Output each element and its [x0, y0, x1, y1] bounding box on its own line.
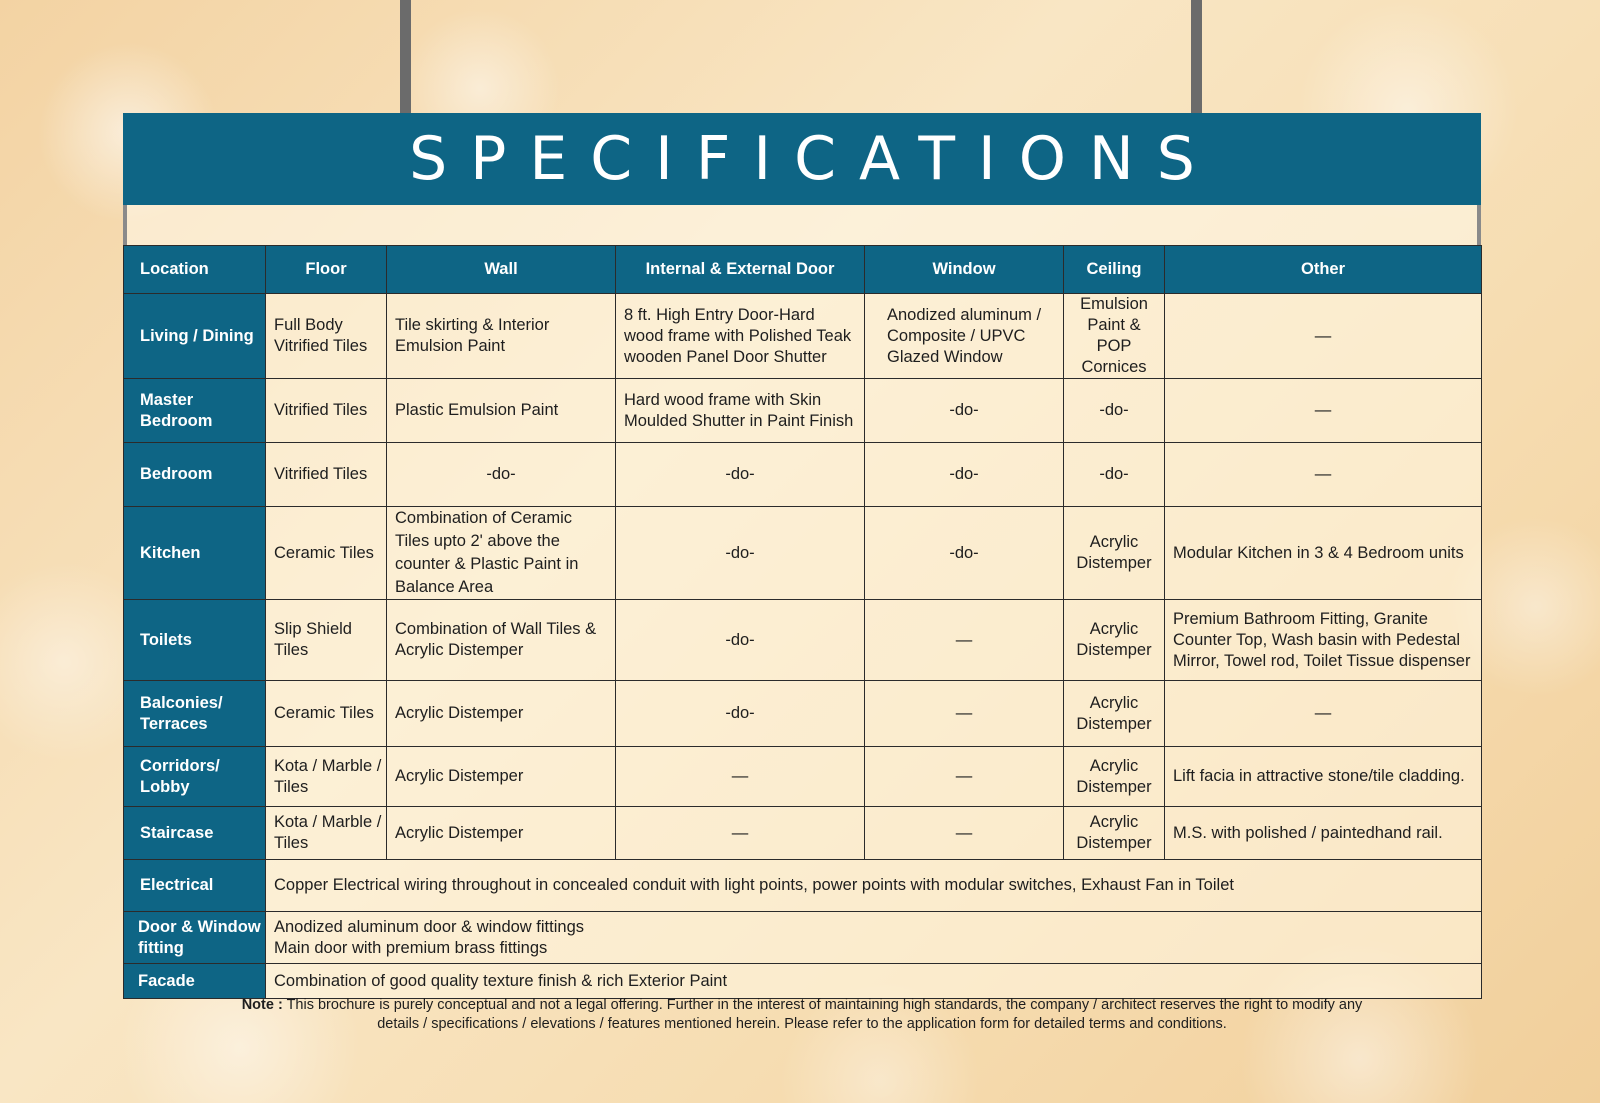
other-cell: — [1165, 681, 1482, 747]
door-cell: -do- [616, 507, 865, 600]
hanger-rod-right [1191, 0, 1202, 113]
note-line [123, 996, 1481, 1015]
door-cell: Hard wood frame with Skin Moulded Shutter in Paint Finish [616, 379, 865, 443]
ceiling-cell: Emulsion Paint & POP Cornices [1064, 294, 1165, 379]
location-cell: Facade [124, 964, 266, 999]
floor-cell: Vitrified Tiles [266, 443, 387, 507]
floor-cell: Ceramic Tiles [266, 681, 387, 747]
other-cell: — [1165, 379, 1482, 443]
location-cell: Balconies/ Terraces [124, 681, 266, 747]
window-cell: — [865, 807, 1064, 860]
note-text: This brochure is purely conceptual and not a legal offering. Further in the interest of maintaining high standards, the company / architect reserves the right to modify any [286, 997, 1363, 1013]
table-row [124, 379, 1482, 443]
ceiling-cell: -do- [1064, 443, 1165, 507]
note-line: details / specifications / elevations / features mentioned herein. Please refer to the application form for detailed terms and conditions. [377, 1016, 1227, 1032]
spec-line: Combination of good quality texture finish & rich Exterior Paint [274, 971, 728, 990]
door-cell: — [616, 747, 865, 807]
floor-cell: Kota / Marble / Tiles [266, 807, 387, 860]
spec-cell [266, 964, 1482, 999]
location-cell: Living / Dining [124, 294, 266, 379]
specifications-table [123, 245, 1482, 999]
title-banner [123, 113, 1481, 205]
ceiling-cell: Acrylic Distemper [1064, 681, 1165, 747]
table-row [124, 294, 1482, 379]
location-cell: Kitchen [124, 507, 266, 600]
other-cell: — [1165, 443, 1482, 507]
ceiling-cell: Acrylic Distemper [1064, 807, 1165, 860]
spec-line: Main door with premium brass fittings [274, 938, 548, 957]
window-cell: -do- [865, 507, 1064, 600]
window-cell: Anodized aluminum / Composite / UPVC Glazed Window [865, 294, 1064, 379]
other-cell: Premium Bathroom Fitting, Granite Counter Top, Wash basin with Pedestal Mirror, Towel rod, Toilet Tissue dispenser [1165, 600, 1482, 681]
location-cell: Master Bedroom [124, 379, 266, 443]
banner-strip [123, 205, 1481, 245]
ceiling-cell: Acrylic Distemper [1064, 747, 1165, 807]
wall-cell: Acrylic Distemper [387, 807, 616, 860]
table-row-wide [124, 860, 1482, 912]
header-cell: Window [865, 246, 1064, 294]
header-cell: Internal & External Door [616, 246, 865, 294]
table-body [124, 294, 1482, 999]
header-row [124, 246, 1482, 294]
wall-cell: Combination of Ceramic Tiles upto 2' above the counter & Plastic Paint in Balance Area [387, 507, 616, 600]
disclaimer-note [123, 996, 1481, 1034]
ceiling-cell: -do- [1064, 379, 1165, 443]
location-cell: Corridors/ Lobby [124, 747, 266, 807]
door-cell: -do- [616, 681, 865, 747]
floor-cell: Vitrified Tiles [266, 379, 387, 443]
location-cell: Staircase [124, 807, 266, 860]
door-cell: — [616, 807, 865, 860]
wall-cell: Acrylic Distemper [387, 747, 616, 807]
door-cell: 8 ft. High Entry Door-Hard wood frame with Polished Teak wooden Panel Door Shutter [616, 294, 865, 379]
other-cell: — [1165, 294, 1482, 379]
window-cell: -do- [865, 379, 1064, 443]
note-label: Note : [241, 997, 283, 1013]
location-cell: Door & Window fitting [124, 912, 266, 964]
table-row [124, 507, 1482, 600]
header-cell: Ceiling [1064, 246, 1165, 294]
other-cell: Modular Kitchen in 3 & 4 Bedroom units [1165, 507, 1482, 600]
spec-cell [266, 912, 1482, 964]
hanger-rod-left [400, 0, 411, 113]
window-cell: -do- [865, 443, 1064, 507]
ceiling-cell: Acrylic Distemper [1064, 507, 1165, 600]
table-row [124, 443, 1482, 507]
other-cell: Lift facia in attractive stone/tile cladding. [1165, 747, 1482, 807]
window-cell: — [865, 681, 1064, 747]
location-cell: Toilets [124, 600, 266, 681]
spec-line: Copper Electrical wiring throughout in concealed conduit with light points, power points with modular switches, Exhaust Fan in Toilet [274, 876, 1234, 894]
table-row-wide [124, 964, 1482, 999]
table-row [124, 807, 1482, 860]
header-cell: Floor [266, 246, 387, 294]
spec-cell [266, 860, 1482, 912]
window-cell: — [865, 600, 1064, 681]
floor-cell: Slip Shield Tiles [266, 600, 387, 681]
spec-line: Anodized aluminum door & window fittings [274, 917, 584, 936]
table-row [124, 681, 1482, 747]
header-cell: Other [1165, 246, 1482, 294]
page-title: SPECIFICATIONS [409, 124, 1218, 194]
window-cell: — [865, 747, 1064, 807]
ceiling-cell: Acrylic Distemper [1064, 600, 1165, 681]
door-cell: -do- [616, 600, 865, 681]
wall-cell: Acrylic Distemper [387, 681, 616, 747]
other-cell: M.S. with polished / paintedhand rail. [1165, 807, 1482, 860]
location-cell: Electrical [124, 860, 266, 912]
table-row-wide [124, 912, 1482, 964]
table-row [124, 747, 1482, 807]
header-cell: Location [124, 246, 266, 294]
specifications-board [123, 113, 1481, 999]
floor-cell: Full Body Vitrified Tiles [266, 294, 387, 379]
wall-cell: -do- [387, 443, 616, 507]
wall-cell: Plastic Emulsion Paint [387, 379, 616, 443]
wall-cell: Combination of Wall Tiles & Acrylic Distemper [387, 600, 616, 681]
table-row [124, 600, 1482, 681]
floor-cell: Ceramic Tiles [266, 507, 387, 600]
door-cell: -do- [616, 443, 865, 507]
header-cell: Wall [387, 246, 616, 294]
wall-cell: Tile skirting & Interior Emulsion Paint [387, 294, 616, 379]
floor-cell: Kota / Marble / Tiles [266, 747, 387, 807]
location-cell: Bedroom [124, 443, 266, 507]
